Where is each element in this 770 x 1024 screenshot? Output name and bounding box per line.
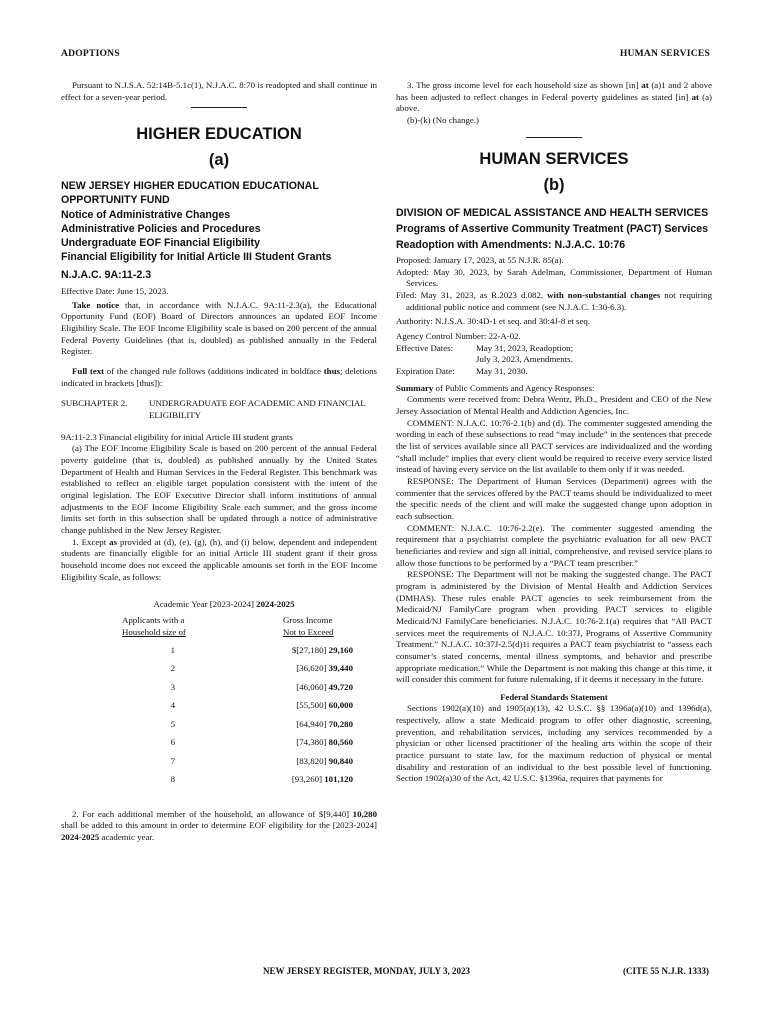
paragraph-a: (a) The EOF Income Eligibility Scale is based on 200 percent of the annual Federal poverty guideline (that is, doubled) as published annually by the United States Department of Health and Human Services in the Federal Register. This benchmark was established to reflect an eligible target population consistent with the intent of the original legislation. The EOF Executive Director shall inform institutions of annual adjustments to the EOF Income Eligibility Scale each summer, and the gross income limits set forth in this subsection shall be updated through a notice of administrative change published in the New Jersey Register. xyxy=(61,443,377,535)
federal-standards-text: Sections 1902(a)(10) and 1905(a)(13), 42 U.S.C. §§ 1396a(a)(10) and 1396d(a), respectively, allow a state Medicaid program to offer other diagnostic, screening, prevention, and rehabilitation services, including any services recommended by a physician or other licensed practitioner of the healing arts within the scope of their practice pursuant to state law, for the maximum reduction of physical or mental disability and restoration of an individual to the best possible level of functioning. Section 1902(a)30 of the Act, 42 U.S.C. §1396a, requires that payments for xyxy=(396,703,712,784)
paragraph-1: 1. Except as provided at (d), (e), (g), (h), and (i) below, dependent and independent students are financially eligible for an initial Article III student grant if their gross household income does not exceed the applicable amounts set forth in the EOF Income Eligibility Scale, as follows: xyxy=(61,536,377,582)
rule-citation: N.J.A.C. 9A:11-2.3 xyxy=(61,268,152,281)
paragraph-2: 2. For each additional member of the household, an allowance of $[9,440] 10,280 shall be added to this amount in order to determine EOF eligibility for the [2023-2024] 2024-2025 academic year. xyxy=(61,808,377,843)
section-letter-b: (b) xyxy=(543,176,565,195)
footer-citation: (CITE 55 N.J.R. 1333) xyxy=(622,966,709,976)
comment-2: COMMENT: N.J.A.C. 10:76-2.2(e). The commenter suggested amending the requirement that a psychiatrist complete the psychiatric evaluation for all new PACT beneficiaries and review and sign all initial, comprehensive, and revised service plans to allow those functions to be performed by a “PACT team prescriber.” xyxy=(396,522,712,568)
authority-line: Authority: N.J.S.A. 30:4D-1 et seq. and 30:4J-8 et seq. xyxy=(396,316,591,327)
full-text-paragraph: Full text of the changed rule follows (additions indicated in boldface thus; deletions indicated in brackets [thus]): xyxy=(61,365,377,388)
table-row: 2 [36,620] 39,440 xyxy=(170,663,353,674)
notice-line: Undergraduate EOF Financial Eligibility xyxy=(61,236,260,249)
agency-control-number: Agency Control Number: 22-A-02. xyxy=(396,330,521,341)
running-head-left: ADOPTIONS xyxy=(61,48,120,59)
proposed-line: Proposed: January 17, 2023, at 55 N.J.R. 85(a). xyxy=(396,254,564,265)
notice-line: Administrative Policies and Procedures xyxy=(61,222,261,235)
table-row: 3 [46,060] 49,720 xyxy=(170,681,353,692)
agency-name: NEW JERSEY HIGHER EDUCATION EDUCATIONAL OPPORTUNITY FUND xyxy=(61,180,319,207)
left-column xyxy=(61,80,377,844)
section-divider xyxy=(526,137,582,138)
running-head-right: HUMAN SERVICES xyxy=(619,48,710,59)
paragraph-3: 3. The gross income level for each household size as shown [in] at (a)1 and 2 above has been adjusted to reflect changes in Federal poverty guidelines as stated [in] at (a) above. xyxy=(396,80,712,114)
table-row: 4 [55,500] 60,000 xyxy=(170,700,353,711)
effective-dates: Effective Dates: May 31, 2023, Readoption; July 3, 2023, Amendments. xyxy=(396,342,574,365)
notice-line: Financial Eligibility for Initial Article III Student Grants xyxy=(61,250,332,263)
table-title: Academic Year [2023-2024] 2024-2025 xyxy=(153,599,295,610)
section-title-human-services: HUMAN SERVICES xyxy=(479,149,629,168)
table-header: Applicants with a Household size of Gross Income Not to Exceed xyxy=(122,615,334,638)
summary-heading: Summary of Public Comments and Agency Responses: xyxy=(396,382,595,393)
federal-standards-heading: Federal Standards Statement xyxy=(500,692,608,703)
footer-publication: NEW JERSEY REGISTER, MONDAY, JULY 3, 2023 xyxy=(263,966,470,976)
section-divider xyxy=(191,107,247,108)
response-1: RESPONSE: The Department of Human Services (Department) agrees with the commenter that the services offered by the PACT teams should be individualized to meet the specific needs of the client and will make the suggested change upon adoption in each subsection. xyxy=(396,476,712,522)
comments-from: Comments were received from: Debra Wentz, Ph.D., President and CEO of the New Jersey Association of Mental Health and Addiction Agencies, Inc. xyxy=(396,394,712,416)
take-notice-paragraph: Take notice that, in accordance with N.J.A.C. 9A:11-2.3(a), the Educational Opportunity Fund (EOF) Board of Directors announces an updated EOF Income Eligibility Scale. The EOF Income Eligibility scale is based on 200 percent of the annual Federal Poverty Guidelines (that is, doubled) as published annually in the Federal Register. xyxy=(61,299,377,357)
response-2: RESPONSE: The Department will not be making the suggested change. The PACT program is administered by the Division of Mental Health and Addiction Services (DMHAS). These rules enable PACT agencies to seek reimbursement from the Medicaid/NJ FamilyCare program when providing PACT services to eligible Medicaid/NJ FamilyCare beneficiaries. N.J.A.C. 10:76-2.1(a) requires that “All PACT services meet the requirements of N.J.A.C. 10:37J, Programs of Assertive Community Treatment.” N.J.A.C. 10:37J-2.5(d)1i requires a PACT team psychiatrist to “assess each consumer’s stated concerns, mental illness symptoms, and behavior and prescribe appropriate medication.” While the Department is not making this change at this time, it will consider this comment for future rulemaking, if it deems it necessary in the future. xyxy=(396,569,712,685)
division-name: DIVISION OF MEDICAL ASSISTANCE AND HEALTH SERVICES xyxy=(396,206,709,219)
table-row: 6 [74,380] 80,560 xyxy=(170,737,353,748)
expiration-date: Expiration Date: May 31, 2030. xyxy=(396,365,528,376)
table-row: 8 [93,260] 101,120 xyxy=(170,774,353,785)
subchapter-heading: SUBCHAPTER 2. UNDERGRADUATE EOF ACADEMIC AND FINANCIAL ELIGIBILITY xyxy=(61,398,366,420)
paragraph-b-k: (b)-(k) (No change.) xyxy=(407,115,479,126)
intro-paragraph: Pursuant to N.J.S.A. 52:14B-5.1c(1), N.J.A.C. 8:70 is readopted and shall continue in effect for a seven-year period. xyxy=(61,80,377,102)
section-letter-a: (a) xyxy=(208,150,230,169)
programs-title: Programs of Assertive Community Treatment (PACT) Services xyxy=(396,222,709,235)
notice-line: Notice of Administrative Changes xyxy=(61,208,231,221)
section-title-higher-education: HIGHER EDUCATION xyxy=(136,125,302,144)
comment-1: COMMENT: N.J.A.C. 10:76-2.1(b) and (d). The commenter suggested amending the wording in each of these subsections to read “may include” in the sentences that precede the list of services available since all PACT services are individualized and the wording “shall include” implies that every client would be required to receive every service listed instead of having every service on the list available to them only if it was needed. xyxy=(396,417,712,475)
rule-heading: 9A:11-2.3 Financial eligibility for initial Article III student grants xyxy=(61,431,293,442)
table-row: 1 $[27,180] 29,160 xyxy=(170,644,353,655)
readoption-title: Readoption with Amendments: N.J.A.C. 10:76 xyxy=(396,238,626,251)
table-row: 5 [64,940] 70,280 xyxy=(170,718,353,729)
effective-date: Effective Date: June 15, 2023. xyxy=(61,285,169,296)
filed-line: Filed: May 31, 2023, as R.2023 d.082, with non-substantial changes not requiring additional public notice and comment (see N.J.A.C. 1:30-6.3). xyxy=(396,289,713,312)
table-row: 7 [83,820] 90,840 xyxy=(170,755,353,766)
right-column xyxy=(396,80,712,785)
adopted-line: Adopted: May 30, 2023, by Sarah Adelman, Commissioner, Department of Human Services. xyxy=(396,266,712,289)
eligibility-table xyxy=(61,645,377,793)
